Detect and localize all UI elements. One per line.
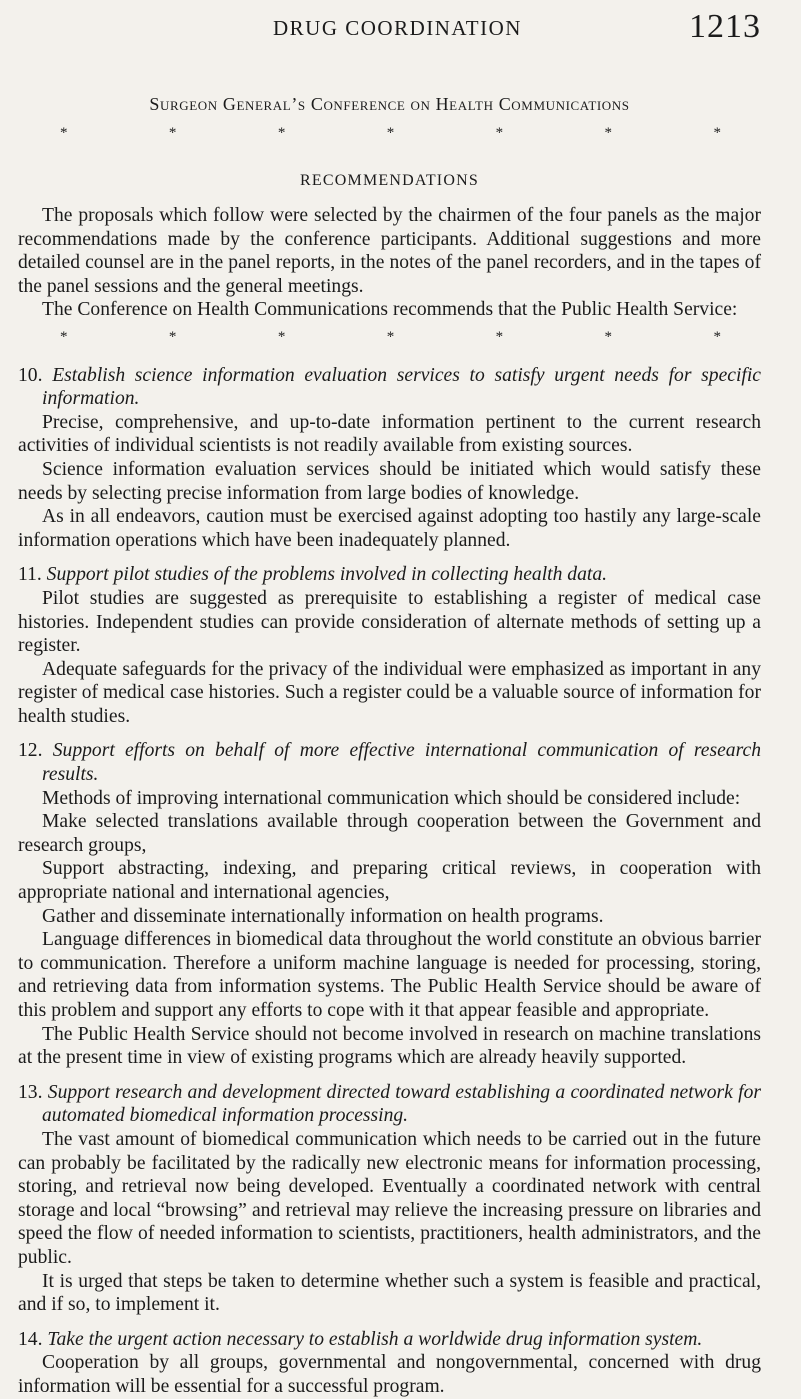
star: * [60, 328, 68, 345]
star: * [495, 125, 504, 141]
page-number: 1213 [689, 8, 761, 45]
star-separator-top [18, 125, 761, 142]
star: * [386, 125, 395, 141]
recommendation-item [18, 364, 761, 553]
star: * [277, 125, 286, 141]
recommendation-paragraph: As in all endeavors, caution must be exercised against adopting too hastily any large-scale information operations which have been inadequately planned. [18, 506, 761, 551]
recommendation-item [18, 1081, 761, 1317]
recommendation-paragraph: The vast amount of biomedical communication which needs to be carried out in the future can probably be facilitated by the radically new electronic means for information processing, storing, and retrieval now being developed. Eventually a coordinated network with central storage and local “browsing” and retrieval may relieve the increasing pressure on libraries and speed the flow of needed information to scientists, practitioners, health administrators, and the public. [18, 1128, 761, 1268]
recommendation-number: 11. [18, 564, 42, 586]
recommendation-title: Support research and development directed toward establishing a coordinated network for automated biomedical information processing. [42, 1081, 761, 1127]
recommendation-number: 14. [18, 1328, 43, 1350]
intro-section [18, 204, 761, 322]
star-separator-bottom [18, 326, 761, 350]
star: * [168, 125, 177, 141]
star: * [60, 125, 68, 141]
recommendation-paragraph: It is urged that steps be taken to determine whether such a system is feasible and practical, and if so, to implement it. [18, 1270, 761, 1316]
star: * [277, 328, 286, 345]
star: * [168, 328, 177, 345]
recommendation-paragraph: Language differences in biomedical data throughout the world constitute an obvious barrier to communication. Therefore a uniform machine language is needed for processing, storing, and retrieving data from information systems. The Public Health Service should be aware of this problem and support any efforts to cope with it that appear feasible and appropriate. [18, 929, 761, 1021]
recommendation-paragraph: Science information evaluation services should be initiated which would satisfy these needs by selecting precise information from large bodies of knowledge. [18, 458, 761, 504]
star: * [713, 328, 721, 345]
recommendation-heading [18, 1081, 761, 1128]
recommendation-paragraph: Cooperation by all groups, governmental and nongovernmental, concerned with drug information will be essential for a successful program. [18, 1352, 761, 1397]
star: * [604, 328, 613, 345]
recommendation-heading [18, 1328, 761, 1352]
recommendation-title: Establish science information evaluation services to satisfy urgent needs for specific information. [42, 364, 761, 410]
recommendation-item [18, 739, 761, 1069]
recommendation-number: 12. [18, 740, 43, 762]
running-header [18, 0, 761, 70]
recommendation-paragraph: Gather and disseminate internationally information on health programs. [42, 905, 604, 927]
section-heading: RECOMMENDATIONS [300, 172, 479, 189]
recommendation-item [18, 563, 761, 728]
intro-paragraph: The Conference on Health Communications recommends that the Public Health Service: [42, 299, 738, 321]
recommendation-paragraph: Make selected translations available through cooperation between the Government and research groups, [18, 811, 761, 856]
recommendation-paragraph: The Public Health Service should not become involved in research on machine translations at the present time in view of existing programs which are already heavily supported. [18, 1023, 761, 1069]
recommendation-item [18, 1328, 761, 1399]
recommendation-title: Support pilot studies of the problems involved in collecting health data. [46, 564, 608, 586]
star: * [713, 125, 721, 141]
recommendation-paragraph: Support abstracting, indexing, and preparing critical reviews, in cooperation with appropriate national and international agencies, [18, 858, 761, 904]
recommendation-paragraph: Methods of improving international communication which should be considered include: [42, 787, 741, 809]
recommendation-number: 13. [18, 1081, 43, 1103]
recommendation-heading [18, 563, 761, 587]
recommendation-heading [18, 739, 761, 786]
document-body [18, 204, 761, 1399]
recommendation-paragraph: Pilot studies are suggested as prerequisite to establishing a register of medical case histories. Independent studies can provide consideration of alternate methods of setting up a register. [18, 587, 761, 657]
recommendation-number: 10. [18, 364, 43, 386]
recommendation-title: Take the urgent action necessary to establish a worldwide drug information system. [47, 1328, 703, 1350]
recommendation-title: Support efforts on behalf of more effective international communication of research results. [42, 740, 761, 786]
intro-paragraph: The proposals which follow were selected by the chairmen of the four panels as the major recommendations made by the conference participants. Additional suggestions and more detailed counsel are in the panel reports, in the notes of the panel recorders, and in the tapes of the panel sessions and the general meetings. [18, 205, 761, 297]
star: * [386, 328, 395, 345]
star: * [604, 125, 613, 141]
running-title: DRUG COORDINATION [273, 16, 522, 40]
recommendation-paragraph: Precise, comprehensive, and up-to-date information pertinent to the current research activities of individual scientists is not readily available from existing sources. [18, 411, 761, 457]
recommendation-heading [18, 364, 761, 411]
conference-title: Surgeon General’s Conference on Health Communications [149, 94, 630, 114]
star: * [495, 328, 504, 345]
recommendation-paragraph: Adequate safeguards for the privacy of the individual were emphasized as important in any register of medical case histories. Such a register could be a valuable source of information for health studies. [18, 658, 761, 727]
